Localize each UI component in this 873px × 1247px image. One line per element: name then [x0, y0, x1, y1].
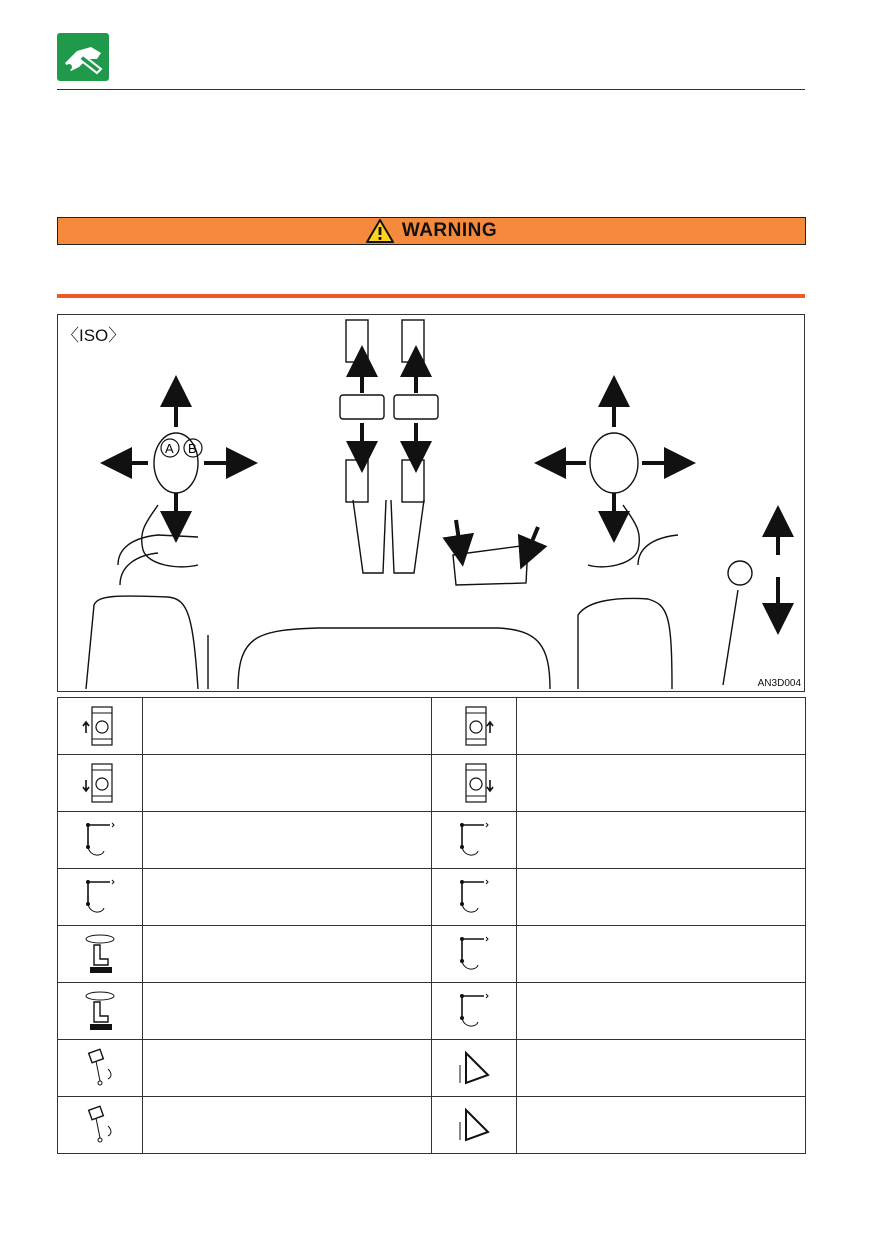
legend-left-text — [143, 755, 432, 812]
blade-up-icon — [452, 1045, 496, 1091]
blade-down-icon — [452, 1102, 496, 1148]
hand-with-tool-icon — [57, 33, 109, 81]
warning-triangle-icon — [366, 219, 394, 243]
legend-left-icon-cell — [58, 812, 143, 869]
legend-right-icon-cell — [432, 812, 517, 869]
legend-row — [58, 1097, 806, 1154]
legend-row — [58, 983, 806, 1040]
control-pattern-diagram — [57, 314, 805, 692]
control-legend-table — [57, 697, 806, 1154]
legend-right-icon-cell — [432, 926, 517, 983]
boom-swing-left-icon — [78, 1045, 122, 1091]
legend-left-icon-cell — [58, 755, 143, 812]
legend-left-text — [143, 983, 432, 1040]
swing-left-icon — [78, 988, 122, 1034]
section-rule — [57, 294, 805, 298]
legend-right-text — [517, 926, 806, 983]
diagram-code: AN3D004 — [757, 678, 801, 689]
legend-left-text — [143, 1040, 432, 1097]
legend-right-icon-cell — [432, 698, 517, 755]
legend-right-text — [517, 698, 806, 755]
legend-right-icon-cell — [432, 983, 517, 1040]
legend-left-icon-cell — [58, 1097, 143, 1154]
legend-row — [58, 812, 806, 869]
left-track-reverse-icon — [78, 760, 122, 806]
legend-left-text — [143, 698, 432, 755]
right-track-forward-icon — [452, 703, 496, 749]
cab-controls-illustration — [58, 315, 804, 691]
legend-row — [58, 698, 806, 755]
boom-up-icon — [452, 874, 496, 920]
legend-left-icon-cell — [58, 1040, 143, 1097]
legend-left-text — [143, 812, 432, 869]
legend-right-icon-cell — [432, 869, 517, 926]
legend-row — [58, 1040, 806, 1097]
legend-left-icon-cell — [58, 926, 143, 983]
legend-right-text — [517, 869, 806, 926]
legend-right-text — [517, 812, 806, 869]
swing-right-icon — [78, 931, 122, 977]
legend-left-text — [143, 869, 432, 926]
arm-in-icon — [78, 874, 122, 920]
boom-swing-right-icon — [78, 1102, 122, 1148]
bucket-curl-icon — [452, 931, 496, 977]
legend-left-text — [143, 926, 432, 983]
warning-bar — [57, 217, 806, 245]
legend-right-text — [517, 983, 806, 1040]
legend-right-icon-cell — [432, 1097, 517, 1154]
right-track-reverse-icon — [452, 760, 496, 806]
legend-left-icon-cell — [58, 698, 143, 755]
legend-right-text — [517, 1097, 806, 1154]
arm-out-icon — [78, 817, 122, 863]
legend-left-icon-cell — [58, 983, 143, 1040]
legend-right-text — [517, 755, 806, 812]
legend-right-icon-cell — [432, 755, 517, 812]
left-track-forward-icon — [78, 703, 122, 749]
boom-down-icon — [452, 817, 496, 863]
legend-left-icon-cell — [58, 869, 143, 926]
legend-row — [58, 926, 806, 983]
legend-row — [58, 869, 806, 926]
warning-label: WARNING — [401, 220, 498, 241]
lever-button-b: B — [188, 441, 197, 456]
iso-label: 〈ISO〉 — [62, 326, 126, 345]
manual-logo — [57, 33, 109, 81]
legend-right-icon-cell — [432, 1040, 517, 1097]
bucket-dump-icon — [452, 988, 496, 1034]
legend-right-text — [517, 1040, 806, 1097]
legend-row — [58, 755, 806, 812]
header-rule — [57, 89, 805, 90]
legend-left-text — [143, 1097, 432, 1154]
lever-button-a: A — [165, 441, 174, 456]
